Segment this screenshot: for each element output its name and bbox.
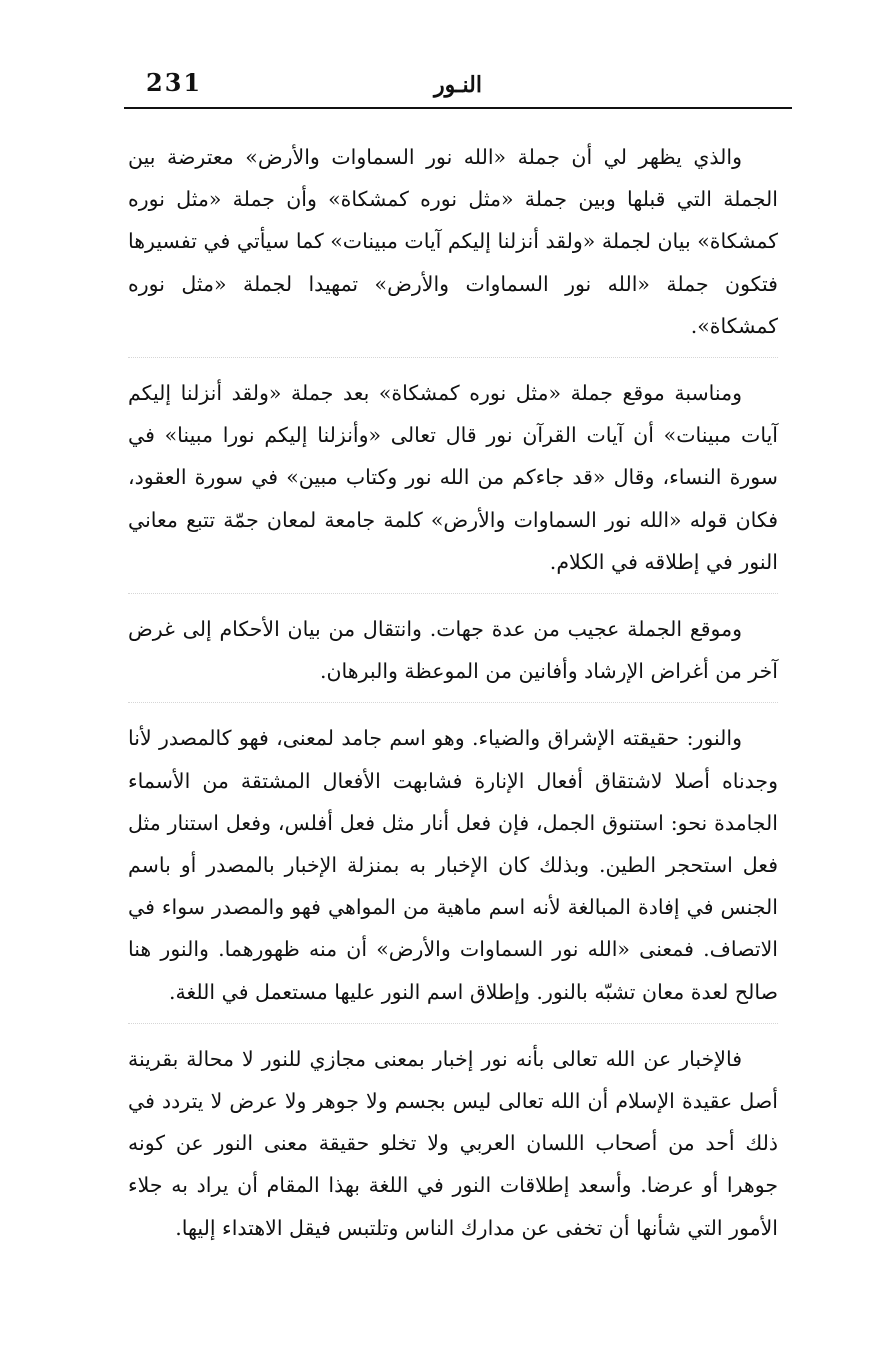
page-number: 231 [146, 68, 203, 97]
page-header [124, 62, 792, 106]
header-rule [124, 107, 792, 109]
body-text [128, 136, 778, 1273]
paragraph-3: وموقع الجملة عجيب من عدة جهات. وانتقال من بيان الأحكام إلى غرض آخر من أغراض الإرشاد وأفانين من الموعظة والبرهان. [128, 608, 778, 703]
running-title: النـور [434, 72, 482, 98]
paragraph-1: والذي يظهر لي أن جملة «الله نور السماوات والأرض» معترضة بين الجملة التي قبلها وبين جملة «مثل نوره كمشكاة» وأن جملة «مثل نوره كمشكاة» بيان لجملة «ولقد أنزلنا إليكم آيات مبينات» كما سيأتي في تفسيرها فتكون جملة «الله نور السماوات والأرض» تمهيدا لجملة «مثل نوره كمشكاة». [128, 136, 778, 358]
paragraph-4: والنور: حقيقته الإشراق والضياء. وهو اسم جامد لمعنى، فهو كالمصدر لأنا وجدناه أصلا لاشتقاق أفعال الإنارة فشابهت الأفعال المشتقة من الأسماء الجامدة نحو: استنوق الجمل، فإن فعل أنار مثل فعل أفلس، وفعل استنار مثل فعل استحجر الطين. وبذلك كان الإخبار به بمنزلة الإخبار بالمصدر أو باسم الجنس في إفادة المبالغة لأنه اسم ماهية من المواهي فهو والمصدر سواء في الاتصاف. فمعنى «الله نور السماوات والأرض» أن منه ظهورهما. والنور هنا صالح لعدة معان تشبّه بالنور. وإطلاق اسم النور عليها مستعمل في اللغة. [128, 717, 778, 1023]
paragraph-5: فالإخبار عن الله تعالى بأنه نور إخبار بمعنى مجازي للنور لا محالة بقرينة أصل عقيدة الإسلام أن الله تعالى ليس بجسم ولا جوهر ولا عرض لا يتردد في ذلك أحد من أصحاب اللسان العربي ولا تخلو حقيقة معنى النور عن كونه جوهرا أو عرضا. وأسعد إطلاقات النور في اللغة بهذا المقام أن يراد به جلاء الأمور التي شأنها أن تخفى عن مدارك الناس وتلتبس فيقل الاهتداء إليها. [128, 1046, 778, 1240]
paragraph-2: ومناسبة موقع جملة «مثل نوره كمشكاة» بعد جملة «ولقد أنزلنا إليكم آيات مبينات» أن آيات القرآن نور قال تعالى «وأنزلنا إليكم نورا مبينا» في سورة النساء، وقال «قد جاءكم من الله نور وكتاب مبين» في سورة العقود، فكان قوله «الله نور السماوات والأرض» كلمة جامعة لمعان جمّة تتبع معاني النور في إطلاقه في الكلام. [128, 372, 778, 594]
